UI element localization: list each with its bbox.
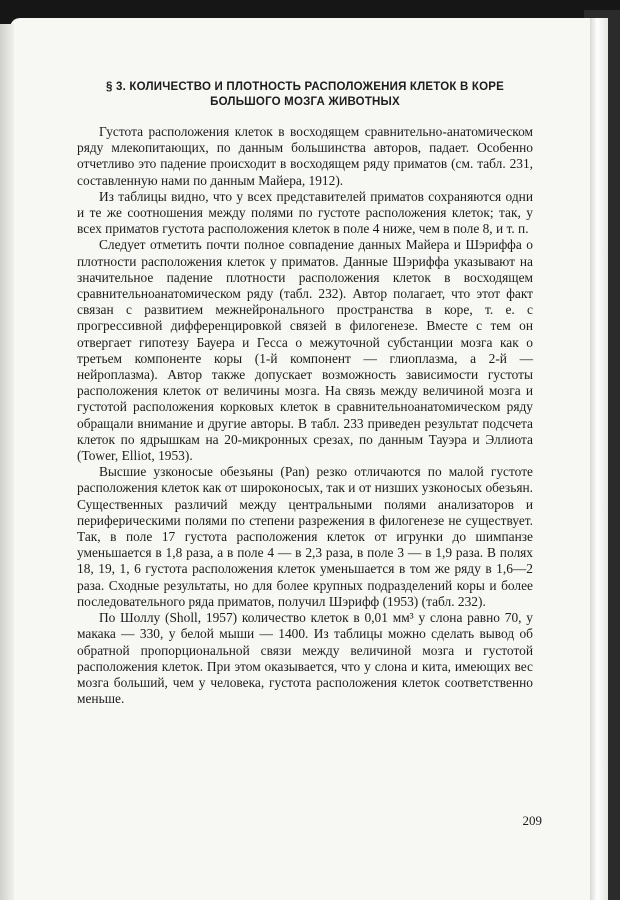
page-number: 209	[522, 813, 542, 828]
paragraph: Следует отметить почти полное совпадение данных Майера и Шэриффа о плотности расположения клеток у приматов. Данные Шэриффа указывают на значительное падение плотности расположения клеток в восходящем сравнительноанатомическом ряду (табл. 232). Автор полагает, что этот факт связан с развитием межнейронального пространства в коре, т. е. с прогрессивной дифференцировкой связей в филогенезе. Вместе с тем он отвергает гипотезу Бауера и Гесса о межуточной субстанции мозга как о третьем компоненте коры (1-й компонент — глиоплазма, а 2-й — нейроплазма). Автор также допускает возможность зависимости густоты расположения клеток от величины мозга. На связь между величиной мозга и густотой расположения корковых клеток в сравнительноанатомическом ряду обращали внимание и другие авторы. В табл. 233 приведен результат подсчета клеток по ядрышкам на 20-микронных срезах, по данным Тауэра и Эллиота (Tower, Elliot, 1953).	[77, 237, 533, 464]
paragraph: По Шоллу (Sholl, 1957) количество клеток в 0,01 мм³ у слона равно 70, у макака — 330, у белой мыши — 1400. Из таблицы можно сделать вывод об обратной пропорциональной связи между величиной мозга и густотой расположения клеток. При этом оказывается, что у слона и кита, имеющих вес мозга больший, чем у человека, густота расположения клеток соответственно меньше.	[77, 610, 533, 707]
paragraph: Высшие узконосые обезьяны (Pan) резко отличаются по малой густоте расположения клеток как от широконосых, так и от низших узконосых обезьян. Существенных различий между центральными полями анализаторов и периферическими полями по степени разрежения в филогенезе не существует. Так, в поле 17 густота расположения клеток от игрунки до шимпанзе уменьшается в 1,8 раза, а в поле 4 — в 2,3 раза, в поле 3 — в 1,9 раза. В полях 18, 19, 1, 6 густота расположения клеток уменьшается в том же ряду в 1,6—2 раза. Сходные результаты, но для более крупных подразделений коры и более последовательного ряда приматов, получил Шэрифф (1953) (табл. 232).	[77, 464, 533, 609]
paragraph: Из таблицы видно, что у всех представителей приматов сохраняются одни и те же соотношения между полями по густоте расположения клеток; так, у всех приматов густота расположения клеток в поле 4 ниже, чем в поле 8, и т. п.	[77, 188, 533, 237]
section-heading: § 3. КОЛИЧЕСТВО И ПЛОТНОСТЬ РАСПОЛОЖЕНИЯ КЛЕТОК В КОРЕ БОЛЬШОГО МОЗГА ЖИВОТНЫХ	[106, 81, 504, 108]
page-gutter-shadow	[0, 24, 14, 900]
paragraph: Густота расположения клеток в восходящем сравнительно-анатомическом ряду млекопитающих, по данным большинства авторов, падает. Особенно отчетливо это падение происходит в восходящем ряду приматов (см. табл. 231, составленную нами по данным Майера, 1912).	[77, 124, 533, 188]
book-page-edges	[590, 18, 608, 900]
body-text	[77, 124, 533, 707]
